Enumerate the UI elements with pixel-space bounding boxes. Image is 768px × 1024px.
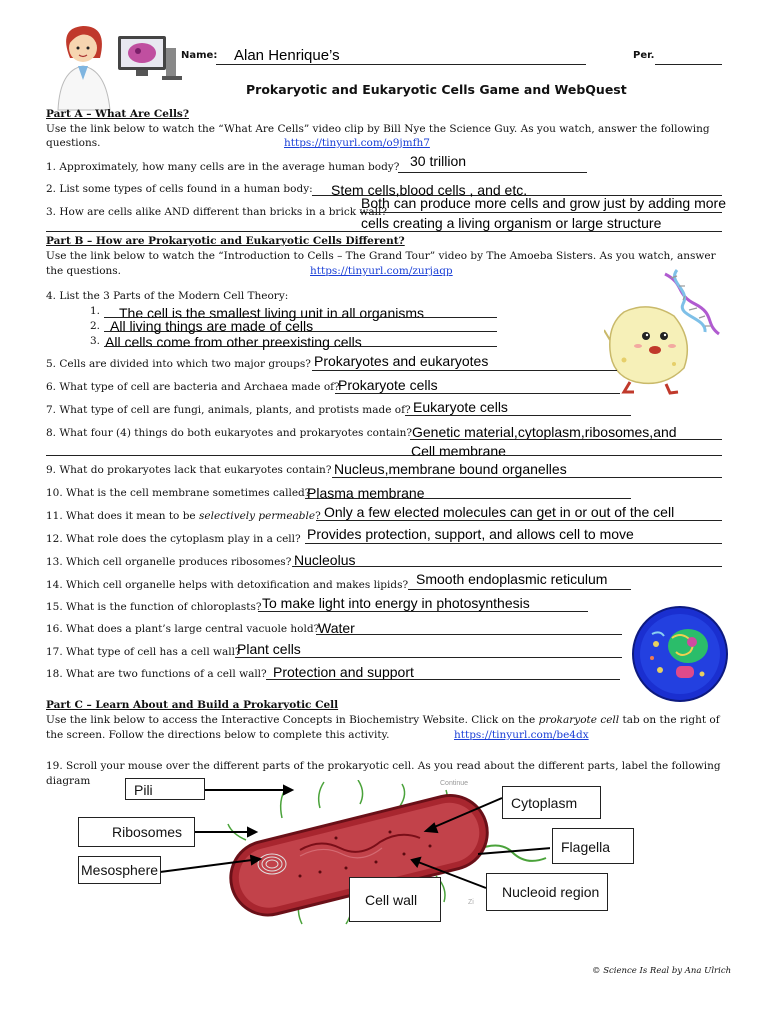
answer-line-9 bbox=[332, 477, 722, 478]
answer-14: Smooth endoplasmic reticulum bbox=[416, 571, 608, 587]
faint-continue-text: Continue bbox=[440, 780, 469, 787]
answer-line-16 bbox=[316, 634, 622, 635]
answer-line-13 bbox=[292, 566, 722, 567]
part-b-intro-2: the questions. bbox=[46, 265, 122, 277]
answer-line-8b bbox=[46, 455, 722, 456]
student-name: Alan Henrique’s bbox=[234, 47, 340, 64]
label-cytoplasm: Cytoplasm bbox=[502, 786, 601, 819]
answer-17: Plant cells bbox=[237, 641, 301, 657]
worksheet-title: Prokaryotic and Eukaryotic Cells Game and WebQuest bbox=[246, 82, 627, 97]
answer-line-10 bbox=[305, 498, 631, 499]
answer-13: Nucleolus bbox=[294, 552, 356, 568]
question-9: 9. What do prokaryotes lack that eukaryotes contain? bbox=[46, 464, 332, 476]
question-4: 4. List the 3 Parts of the Modern Cell Theory: bbox=[46, 290, 289, 302]
question-6: 6. What type of cell are bacteria and Archaea made of? bbox=[46, 381, 340, 393]
answer-16: Water bbox=[318, 620, 355, 636]
question-13: 13. Which cell organelle produces ribosomes? bbox=[46, 556, 292, 568]
question-2: 2. List some types of cells found in a human body: bbox=[46, 183, 313, 195]
answer-12: Provides protection, support, and allows cell to move bbox=[307, 526, 634, 542]
question-19-line-2: diagram bbox=[46, 775, 91, 787]
answer-line-5 bbox=[312, 370, 617, 371]
question-15: 15. What is the function of chloroplasts? bbox=[46, 601, 262, 613]
question-8: 8. What four (4) things do both eukaryotes and prokaryotes contain? bbox=[46, 427, 412, 439]
part-b-intro-1: Use the link below to watch the “Introduction to Cells – The Grand Tour” video by The Amoeba Sisters. As you watch, answer bbox=[46, 250, 716, 262]
answer-line-1 bbox=[398, 172, 587, 173]
theory-number-3: 3. bbox=[90, 335, 101, 347]
answer-11: Only a few elected molecules can get in or out of the cell bbox=[324, 504, 675, 520]
part-b-link[interactable]: https://tinyurl.com/zurjaqp bbox=[310, 265, 453, 277]
cartoon-cell-illustration bbox=[604, 300, 696, 395]
name-label: Name: bbox=[181, 50, 218, 61]
label-pili: Pili bbox=[125, 778, 205, 800]
answer-line-3b bbox=[46, 231, 722, 232]
question-18: 18. What are two functions of a cell wall? bbox=[46, 668, 267, 680]
part-a-heading: Part A – What Are Cells? bbox=[46, 108, 189, 120]
question-14: 14. Which cell organelle helps with detoxification and makes lipids? bbox=[46, 579, 409, 591]
answer-8-line-2: Cell membrane bbox=[411, 443, 506, 459]
answer-8-line-1: Genetic material,cytoplasm,ribosomes,and bbox=[412, 424, 677, 440]
label-flagella: Flagella bbox=[552, 828, 634, 864]
answer-18: Protection and support bbox=[273, 664, 414, 680]
label-nucleoid-region: Nucleoid region bbox=[486, 873, 608, 911]
question-1: 1. Approximately, how many cells are in the average human body? bbox=[46, 161, 400, 173]
answer-line-18 bbox=[266, 679, 620, 680]
period-line bbox=[655, 64, 722, 65]
answer-line-12 bbox=[305, 543, 722, 544]
theory-line-2 bbox=[104, 331, 497, 332]
answer-line-14 bbox=[408, 589, 631, 590]
answer-1: 30 trillion bbox=[410, 153, 467, 169]
label-cell-wall: Cell wall bbox=[349, 877, 441, 922]
period-label: Per. bbox=[633, 50, 655, 61]
theory-item-1: The cell is the smallest living unit in all organisms bbox=[119, 305, 425, 321]
question-5: 5. Cells are divided into which two major groups? bbox=[46, 358, 311, 370]
label-mesosphere: Mesosphere bbox=[78, 856, 161, 884]
theory-item-2: All living things are made of cells bbox=[110, 318, 314, 334]
part-c-link[interactable]: https://tinyurl.com/be4dx bbox=[454, 729, 589, 741]
answer-3-line-1: Both can produce more cells and grow just by adding more bbox=[361, 195, 726, 211]
answer-10: Plasma membrane bbox=[307, 485, 425, 501]
answer-9: Nucleus,membrane bound organelles bbox=[334, 461, 567, 477]
theory-number-1: 1. bbox=[90, 305, 101, 317]
theory-number-2: 2. bbox=[90, 320, 101, 332]
name-line bbox=[216, 64, 586, 65]
question-10: 10. What is the cell membrane sometimes called? bbox=[46, 487, 311, 499]
answer-5: Prokaryotes and eukaryotes bbox=[314, 353, 489, 369]
question-11: 11. What does it mean to be selectively permeable? bbox=[46, 510, 321, 522]
answer-7: Eukaryote cells bbox=[413, 399, 508, 415]
answer-line-6 bbox=[335, 393, 620, 394]
faint-zoom-text: Zi bbox=[468, 899, 474, 906]
question-16: 16. What does a plant’s large central vacuole hold? bbox=[46, 623, 320, 635]
eukaryotic-cell-illustration bbox=[630, 604, 730, 704]
question-12: 12. What role does the cytoplasm play in a cell? bbox=[46, 533, 301, 545]
part-c-intro-2: the screen. Follow the directions below to complete this activity. bbox=[46, 729, 390, 741]
scientist-illustration bbox=[48, 18, 188, 113]
answer-3-line-2: cells creating a living organism or large structure bbox=[361, 215, 662, 231]
question-19-line-1: 19. Scroll your mouse over the different parts of the prokaryotic cell. As you read about the different parts, label the following bbox=[46, 760, 721, 772]
answer-line-7 bbox=[405, 415, 631, 416]
theory-line-3 bbox=[104, 346, 497, 347]
part-c-intro-1: Use the link below to access the Interactive Concepts in Biochemistry Website. Click on the prokaryote cell tab on the right of bbox=[46, 714, 720, 726]
question-17: 17. What type of cell has a cell wall? bbox=[46, 646, 241, 658]
answer-2: Stem cells,blood cells , and etc. bbox=[331, 182, 528, 198]
answer-6: Prokaryote cells bbox=[338, 377, 438, 393]
part-b-heading: Part B – How are Prokaryotic and Eukaryotic Cells Different? bbox=[46, 235, 405, 247]
answer-line-11 bbox=[316, 520, 722, 521]
answer-line-3a bbox=[360, 212, 722, 213]
answer-line-8a bbox=[410, 439, 722, 440]
answer-15: To make light into energy in photosynthesis bbox=[262, 595, 530, 611]
part-a-intro-2: questions. bbox=[46, 137, 101, 149]
theory-item-3: All cells come from other preexisting cells bbox=[105, 334, 362, 350]
part-a-link[interactable]: https://tinyurl.com/o9jmfh7 bbox=[284, 137, 430, 149]
answer-line-15 bbox=[258, 611, 588, 612]
part-a-intro-1: Use the link below to watch the “What Are Cells” video clip by Bill Nye the Science Guy. As you watch, answer the following bbox=[46, 123, 710, 135]
answer-line-17 bbox=[235, 657, 622, 658]
label-ribosomes: Ribosomes bbox=[78, 817, 195, 847]
question-3: 3. How are cells alike AND different than bricks in a brick wall? bbox=[46, 206, 387, 218]
copyright: © Science Is Real by Ana Ulrich bbox=[592, 966, 732, 976]
part-c-heading: Part C – Learn About and Build a Prokaryotic Cell bbox=[46, 699, 339, 711]
question-7: 7. What type of cell are fungi, animals, plants, and protists made of? bbox=[46, 404, 411, 416]
